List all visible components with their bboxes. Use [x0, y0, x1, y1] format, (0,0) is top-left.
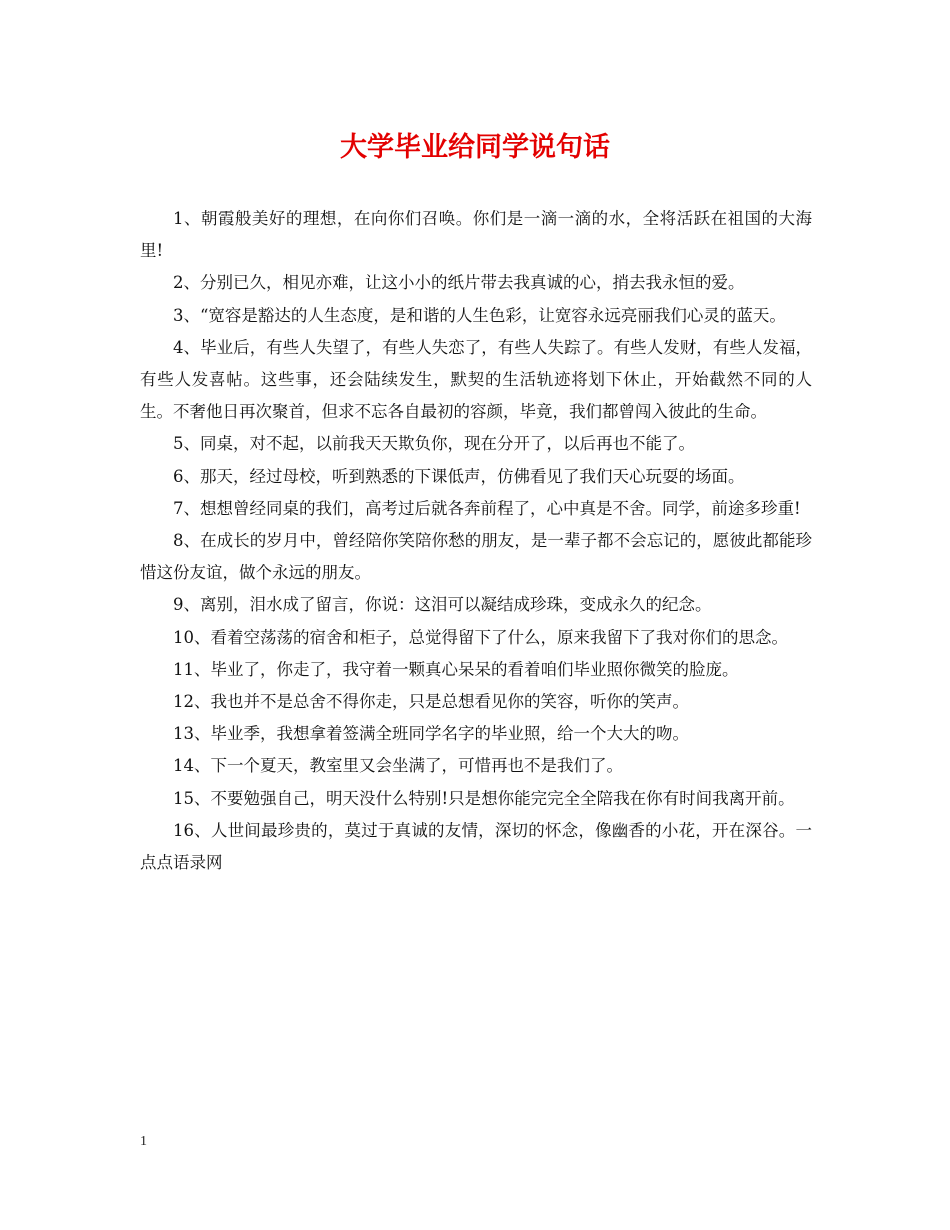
document-body — [140, 203, 812, 879]
page-number: 1 — [140, 1134, 147, 1149]
paragraph-6: 6、那天，经过母校，听到熟悉的下课低声，仿佛看见了我们天心玩耍的场面。 — [173, 466, 745, 486]
paragraph-9: 9、离别，泪水成了留言，你说：这泪可以凝结成珍珠，变成永久的纪念。 — [173, 595, 712, 615]
paragraph-5: 5、同桌，对不起，以前我天天欺负你，现在分开了，以后再也不能了。 — [173, 434, 695, 454]
paragraph-11: 11、毕业了，你走了，我守着一颗真心呆呆的看着咱们毕业照你微笑的脸庞。 — [173, 659, 739, 679]
paragraph-3: 3、“宽容是豁达的人生态度，是和谐的人生色彩，让宽容永远亮丽我们心灵的蓝天。 — [173, 305, 786, 325]
paragraph-12: 12、我也并不是总舍不得你走，只是总想看见你的笑容，听你的笑声。 — [173, 692, 689, 712]
paragraph-1: 1、朝霞般美好的理想，在向你们召唤。你们是一滴一滴的水，全将活跃在祖国的大海里! — [140, 209, 812, 261]
paragraph-2: 2、分别已久，相见亦难，让这小小的纸片带去我真诚的心，捎去我永恒的爱。 — [173, 273, 745, 293]
document-title: 大学毕业给同学说句话 — [340, 132, 610, 163]
paragraph-8: 8、在成长的岁月中，曾经陪你笑陪你愁的朋友，是一辈子都不会忘记的，愿彼此都能珍惜这份友谊，做个永远的朋友。 — [140, 531, 812, 583]
paragraph-10: 10、看着空荡荡的宿舍和柜子，总觉得留下了什么，原来我留下了我对你们的思念。 — [173, 627, 788, 647]
paragraph-4: 4、毕业后，有些人失望了，有些人失恋了，有些人失踪了。有些人发财，有些人发福，有些人发喜帖。这些事，还会陆续发生，默契的生活轨迹将划下休止，开始截然不同的人生。不奢他日再次聚首，但求不忘各自最初的容颜，毕竟，我们都曾闯入彼此的生命。 — [140, 337, 812, 422]
paragraph-7: 7、想想曾经同桌的我们，高考过后就各奔前程了，心中真是不舍。同学，前途多珍重! — [173, 498, 801, 518]
paragraph-16: 16、人世间最珍贵的，莫过于真诚的友情，深切的怀念，像幽香的小花，开在深谷。一点点语录网 — [140, 820, 812, 873]
paragraph-15: 15、不要勉强自己，明天没什么特别!只是想你能完完全全陪我在你有时间我离开前。 — [173, 788, 795, 808]
paragraph-14: 14、下一个夏天，教室里又会坐满了，可惜再也不是我们了。 — [173, 756, 623, 776]
paragraph-13: 13、毕业季，我想拿着签满全班同学名字的毕业照，给一个大大的吻。 — [173, 724, 689, 744]
